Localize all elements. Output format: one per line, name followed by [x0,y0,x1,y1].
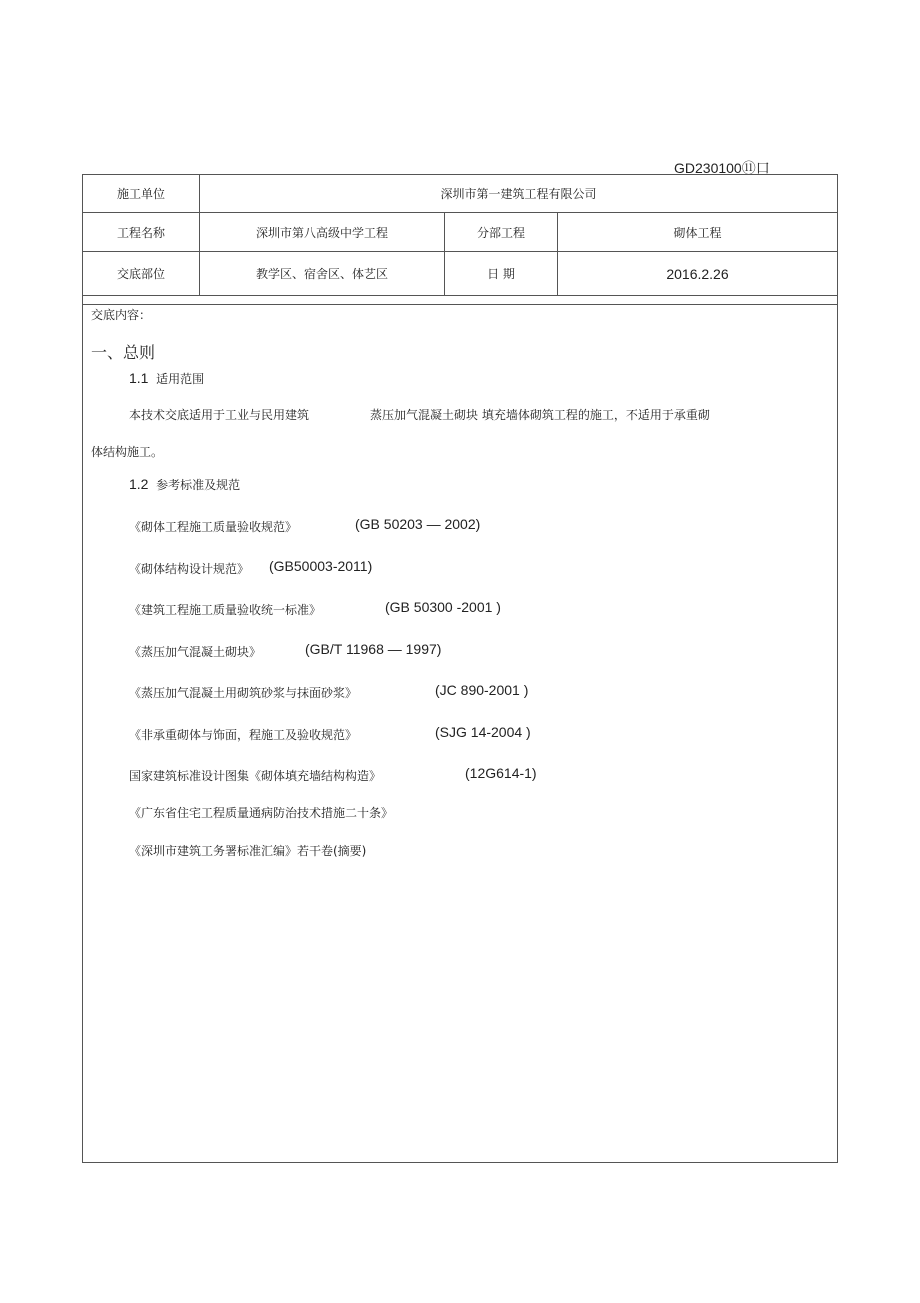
reference-code: (GB 50203 — 2002) [355,516,481,532]
section-heading: 一、总则 [91,343,156,362]
section-title: 适用范围 [156,372,205,386]
paragraph: 本技术交底适用于工业与民用建筑 [129,408,310,422]
location-label: 交底部位 [83,252,200,296]
document-code: GD230100⑪口 [674,160,770,176]
date-label: 日 期 [445,252,558,296]
reference-code: (12G614-1) [465,765,537,781]
content-box [82,304,838,1163]
reference-code: (GB50003-2011) [269,558,373,574]
sub-project-label: 分部工程 [445,213,558,252]
reference-name: 国家建筑标准设计图集《砌体填充墙结构构造》 [129,769,382,783]
reference-name: 《蒸压加气混凝土用砌筑砂浆与抹面砂浆》 [129,686,358,700]
reference-name: 《砌体结构设计规范》 [129,562,250,576]
section-number: 1.1 [129,370,149,386]
reference-name: 《砌体工程施工质量验收规范》 [129,520,298,534]
reference-name: 《蒸压加气混凝土砌块》 [129,645,262,659]
reference-name: 《建筑工程施工质量验收统一标准》 [129,603,322,617]
paragraph: 蒸压加气混凝土砌块 填充墙体砌筑工程的施工，不适用于承重砌 [370,408,710,422]
sub-project: 砌体工程 [558,213,838,252]
construction-unit-label: 施工单位 [83,175,200,213]
section-number: 1.2 [129,476,149,492]
location: 教学区、宿舍区、体艺区 [200,252,445,296]
reference-code: (JC 890-2001 ) [435,682,529,698]
project-name: 深圳市第八高级中学工程 [200,213,445,252]
project-name-label: 工程名称 [83,213,200,252]
section-title: 参考标准及规范 [156,478,241,492]
reference-name: 《广东省住宅工程质量通病防治技术措施二十条》 [129,806,394,820]
header-table [82,174,838,305]
content-label: 交底内容： [91,308,152,322]
date: 2016.2.26 [558,252,838,296]
reference-code: (GB 50300 -2001 ) [385,599,501,615]
construction-unit: 深圳市第一建筑工程有限公司 [200,175,838,213]
reference-name: 《非承重砌体与饰面，程施工及验收规范》 [129,728,358,742]
reference-code: (GB/T 11968 — 1997) [305,641,442,657]
reference-code: (SJG 14-2004 ) [435,724,531,740]
paragraph: 体结构施工。 [91,445,164,459]
reference-name-clipped: 《深圳市建筑工务署标准汇编》若干卷(摘要) [129,844,367,858]
